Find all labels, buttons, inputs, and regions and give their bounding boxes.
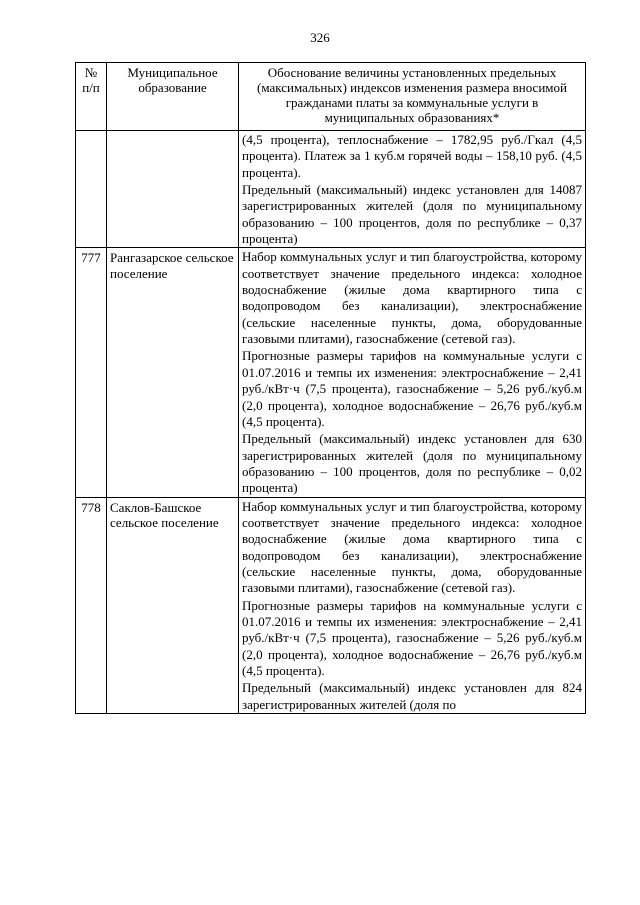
table-row xyxy=(76,248,586,497)
row-num: 777 xyxy=(76,248,107,497)
row-num xyxy=(76,131,107,248)
justification-paragraph: Прогнозные размеры тарифов на коммунальные услуги с 01.07.2016 и темпы их изменения: электроснабжение – 2,41 руб./кВт·ч (7,5 процента), газоснабжение – 5,26 руб./куб.м (2,0 процента), холодное водоснабжение – 26,76 руб./куб.м (4,5 процента). xyxy=(242,597,582,678)
tariff-index-table xyxy=(75,62,586,714)
justification-paragraph: Предельный (максимальный) индекс установлен для 14087 зарегистрированных жителей (доля по муниципальному образованию – 100 процентов, доля по республике – 0,37 процента) xyxy=(242,182,582,247)
row-justification xyxy=(239,497,586,713)
page-number: 326 xyxy=(310,30,330,45)
row-municipality: Саклов-Башское сельское поселение xyxy=(107,497,239,713)
table-row xyxy=(76,131,586,248)
row-num: 778 xyxy=(76,497,107,713)
row-municipality: Рангазарское сельское поселение xyxy=(107,248,239,497)
table-header-row xyxy=(76,63,586,131)
header-justification: Обоснование величины установленных предельных (максимальных) индексов изменения размера вносимой гражданами платы за коммунальные услуги в муниципальных образованиях* xyxy=(239,63,586,131)
justification-paragraph: Набор коммунальных услуг и тип благоустройства, которому соответствует значение предельного индекса: холодное водоснабжение (жилые дома квартирного типа с водопроводом без канализации), электроснабжение (сельские населенные пункты, дома, оборудованные газовыми плитами), газоснабжение (сетевой газ). xyxy=(242,249,582,347)
justification-paragraph: Предельный (максимальный) индекс установлен для 630 зарегистрированных жителей (доля по муниципальному образованию – 100 процентов, доля по республике – 0,02 процента) xyxy=(242,431,582,496)
row-municipality xyxy=(107,131,239,248)
justification-paragraph: Предельный (максимальный) индекс установлен для 824 зарегистрированных жителей (доля по xyxy=(242,680,582,712)
header-num: № п/п xyxy=(76,63,107,131)
table-row xyxy=(76,497,586,713)
justification-paragraph: Набор коммунальных услуг и тип благоустройства, которому соответствует значение предельного индекса: холодное водоснабжение (жилые дома квартирного типа с водопроводом без канализации), электроснабжение (сельские населенные пункты, дома, оборудованные газовыми плитами), газоснабжение (сетевой газ). xyxy=(242,498,582,596)
justification-paragraph: (4,5 процента), теплоснабжение – 1782,95 руб./Гкал (4,5 процента). Платеж за 1 куб.м горячей воды – 158,10 руб. (4,5 процента). xyxy=(242,132,582,180)
row-justification xyxy=(239,131,586,248)
row-justification xyxy=(239,248,586,497)
header-municipality: Муниципальное образование xyxy=(107,63,239,131)
justification-paragraph: Прогнозные размеры тарифов на коммунальные услуги с 01.07.2016 и темпы их изменения: электроснабжение – 2,41 руб./кВт·ч (7,5 процента), газоснабжение – 5,26 руб./куб.м (2,0 процента), холодное водоснабжение – 26,76 руб./куб.м (4,5 процента). xyxy=(242,348,582,429)
